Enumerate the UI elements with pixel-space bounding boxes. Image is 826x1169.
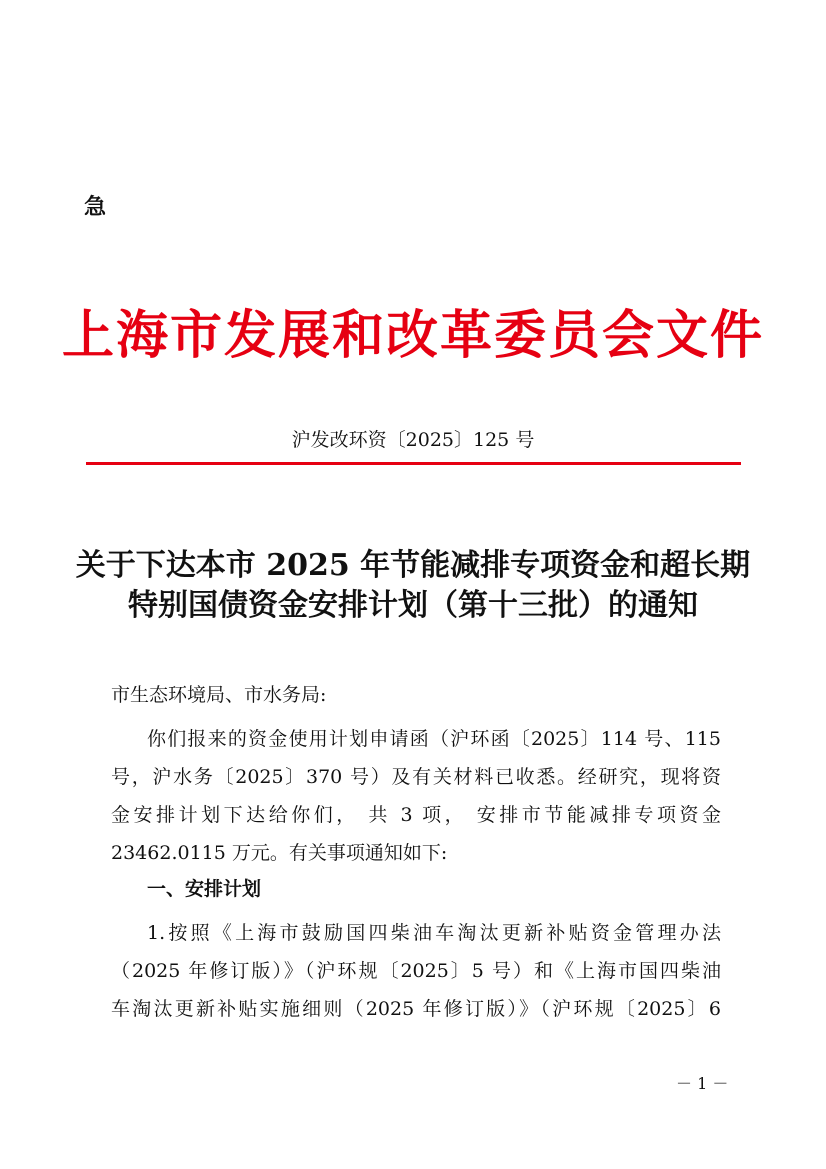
document-number: 沪发改环资〔2025〕125 号 bbox=[291, 429, 535, 451]
paragraph-2-line-2: （2025 年修订版）》（沪环规〔2025〕5 号）和《上海市国四柴油 bbox=[111, 960, 721, 982]
document-title bbox=[0, 546, 826, 626]
document-title-line-1: 关于下达本市 2025 年节能减排专项资金和超长期 bbox=[75, 548, 751, 583]
recipient-line: 市生态环境局、市水务局: bbox=[111, 684, 327, 706]
document-title-line-2: 特别国债资金安排计划（第十三批）的通知 bbox=[128, 588, 698, 623]
urgency-mark: 急 bbox=[84, 195, 107, 220]
issuer-title: 上海市发展和改革委员会文件 bbox=[61, 305, 764, 366]
paragraph-1-line-4: 23462.0115 万元。有关事项通知如下: bbox=[111, 842, 448, 864]
page-number: － 1 － bbox=[676, 1074, 729, 1093]
paragraph-1-line-3: 金安排计划下达给你们， 共 3 项， 安排市节能减排专项资金 bbox=[111, 804, 721, 826]
section-heading-arrangement-plan: 一、安排计划 bbox=[147, 878, 262, 900]
paragraph-1-line-2: 号，沪水务〔2025〕370 号）及有关材料已收悉。经研究，现将资 bbox=[111, 766, 721, 788]
paragraph-2-line-1: 1.按照《上海市鼓励国四柴油车淘汰更新补贴资金管理办法 bbox=[147, 922, 721, 944]
paragraph-1-line-1: 你们报来的资金使用计划申请函（沪环函〔2025〕114 号、115 bbox=[147, 728, 721, 750]
paragraph-2-line-3: 车淘汰更新补贴实施细则（2025 年修订版）》（沪环规〔2025〕6 bbox=[111, 998, 721, 1020]
red-separator-line bbox=[86, 462, 741, 465]
